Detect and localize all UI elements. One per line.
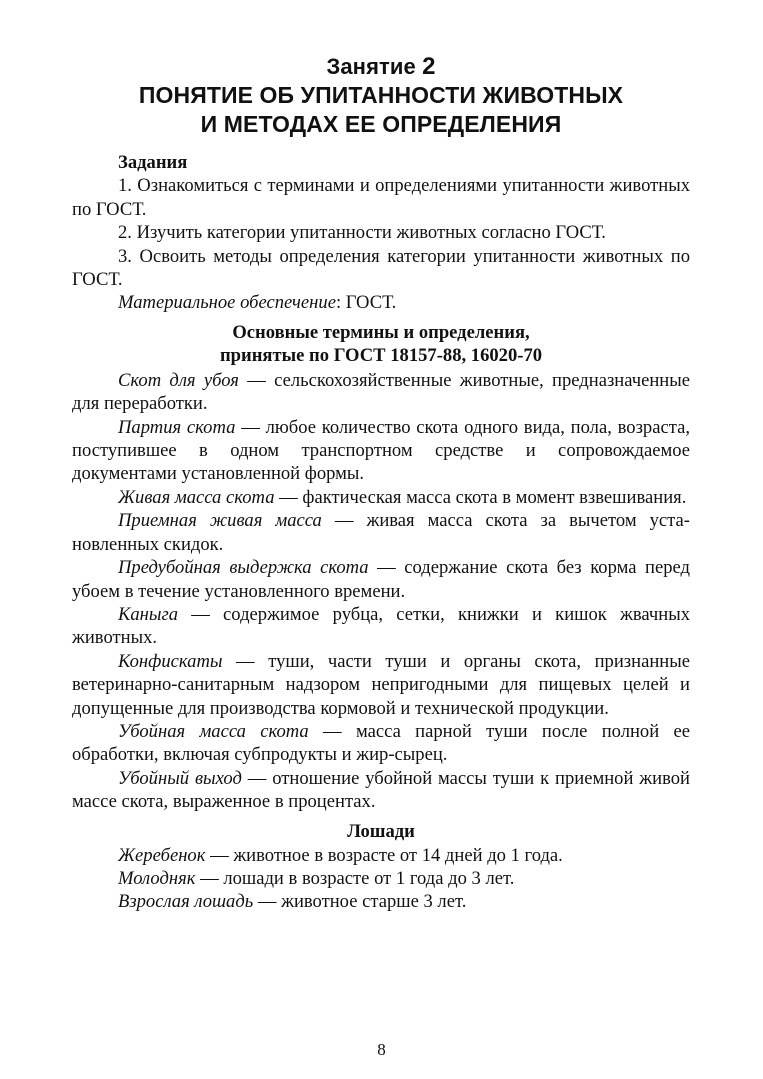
definition-text: — животное старше 3 лет. [253, 891, 467, 913]
definition-entry [72, 509, 690, 556]
definition-entry [72, 720, 690, 767]
definition-term: Молодняк [118, 867, 196, 889]
terms-heading-line-2: принятые по ГОСТ 18157-88, 16020-70 [219, 344, 543, 366]
definition-term: Скот для убоя [118, 369, 239, 391]
terms-heading-line-1: Основные термины и определения, [232, 321, 530, 343]
terms-heading [72, 321, 690, 367]
definition-entry [72, 369, 690, 416]
definition-text: — любое количество скота одного вида, пола, возраста, поступившее в одном транспортном средстве и сопровождаемое документами установленной формы. [72, 416, 690, 485]
material-value: : ГОСТ. [335, 292, 397, 314]
definition-text: — фактическая масса скота в момент взвешивания. [274, 486, 687, 508]
definition-text: — содержимое рубца, сетки, книжки и кишок жвачных животных. [72, 603, 690, 649]
definition-term: Партия скота [118, 416, 236, 438]
definition-term: Убойный выход [118, 767, 242, 789]
definition-text: — туши, части туши и органы скота, признанные ветеринарно-санитарным надзором непригодными для пищевых целей и допущенные для производства кормовой и технической продукции. [72, 650, 690, 719]
definition-term: Приемная живая масса [118, 510, 322, 532]
definition-term: Убойная масса скота [118, 720, 309, 742]
material-term: Материальное обеспечение [118, 292, 336, 314]
definition-term: Конфискаты [118, 650, 223, 672]
definition-entry [72, 486, 690, 509]
definition-entry [72, 416, 690, 486]
definition-text: — масса парной туши после полной ее обработки, включая субпродукты и жир-сырец. [72, 720, 690, 766]
lesson-number: 2 [422, 53, 436, 80]
material-support [72, 291, 690, 314]
definition-text: — содержание скота без корма перед убоем в течение установленного времени. [72, 557, 690, 602]
definition-term: Каныга [118, 603, 179, 625]
definition-entry [72, 556, 690, 603]
definition-term: Предубойная выдержка скота [118, 557, 369, 579]
task-item-3: 3. Освоить методы определения категории упитанности животных по ГОСТ. [72, 245, 690, 291]
horse-definition-entry [72, 867, 690, 890]
definition-text: — лошади в возрасте от 1 года до 3 лет. [195, 867, 515, 889]
definition-entry [72, 650, 690, 720]
definition-term: Живая масса скота [118, 486, 275, 508]
definition-entry [72, 767, 690, 814]
definition-text: — животное в возрасте от 14 дней до 1 года. [205, 844, 563, 866]
lesson-label-line [72, 52, 690, 81]
tasks-heading: Задания [118, 152, 188, 173]
definition-text: — отношение убойной массы туши к приемной живой массе скота, выраженное в процентах. [72, 767, 690, 813]
title-line-2: И МЕТОДАХ ЕЕ ОПРЕДЕЛЕНИЯ [200, 111, 562, 137]
title-line-1: ПОНЯТИЕ ОБ УПИТАННОСТИ ЖИВОТНЫХ [138, 82, 624, 108]
task-item-1: 1. Ознакомиться с терминами и определениями упитанности животных по ГОСТ. [72, 175, 690, 220]
horses-heading: Лошади [347, 820, 415, 842]
page-content [72, 52, 690, 914]
lesson-label: Занятие [326, 54, 423, 79]
task-item-2: 2. Изучить категории упитанности животных согласно ГОСТ. [118, 222, 606, 244]
definition-entry [72, 603, 690, 650]
horse-definition-entry [72, 890, 690, 913]
definition-term: Жеребенок [118, 844, 206, 866]
lesson-title [72, 52, 690, 139]
definition-text: — живая масса скота за вычетом установленных скидок. [72, 510, 690, 555]
definition-term: Взрослая лошадь [118, 891, 254, 913]
page-number: 8 [377, 1040, 386, 1059]
definition-text: — сельскохозяйственные животные, предназначенные для переработки. [72, 369, 690, 415]
horse-definition-entry [72, 844, 690, 867]
